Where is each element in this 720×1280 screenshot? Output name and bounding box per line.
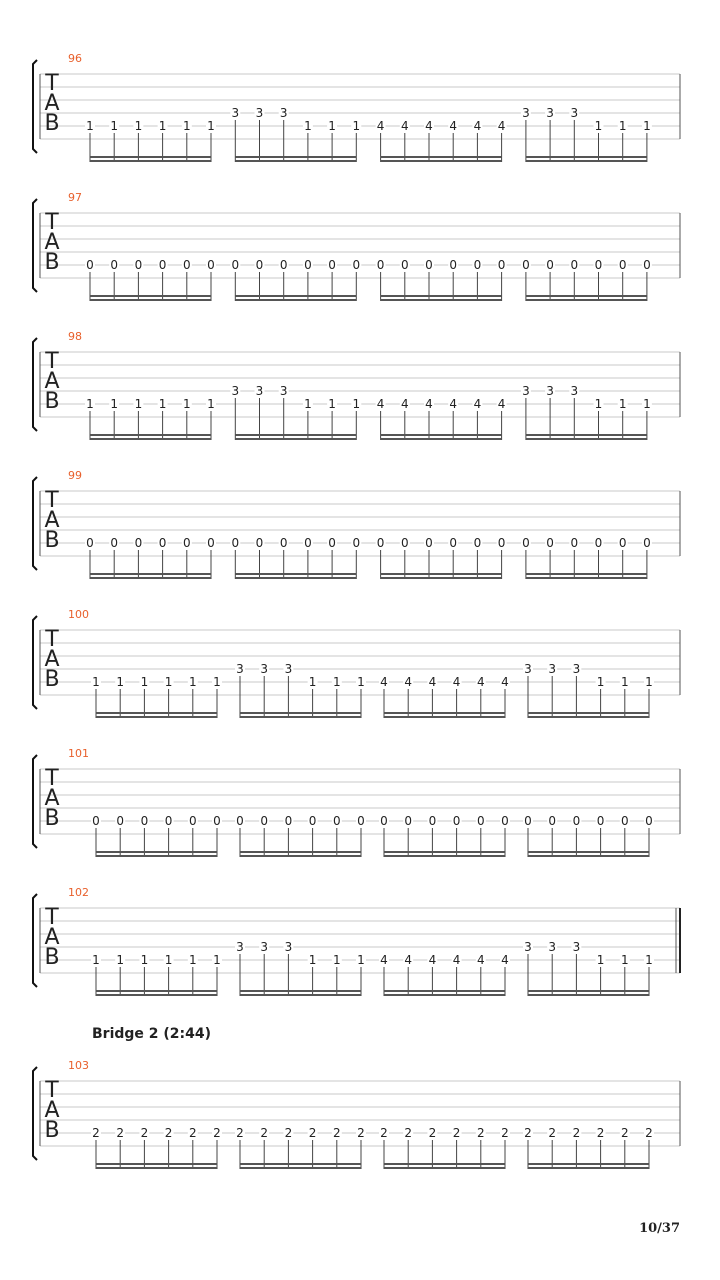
fret-number: 0	[548, 814, 557, 828]
fret-number: 0	[158, 536, 167, 550]
fret-number: 1	[158, 397, 167, 411]
fret-number: 3	[524, 662, 532, 676]
fret-number: 1	[164, 675, 173, 689]
fret-number: 0	[570, 536, 579, 550]
tab-clef-letter: B	[44, 945, 60, 970]
beam	[528, 1163, 649, 1165]
fret-number: 4	[501, 675, 509, 689]
tab-clef-letter: T	[45, 905, 59, 930]
fret-number: 0	[501, 814, 509, 828]
fret-number: 0	[524, 814, 532, 828]
fret-number: 4	[425, 119, 433, 133]
beam	[96, 851, 217, 853]
tab-clef-letter: B	[44, 389, 60, 414]
fret-number: 0	[449, 536, 458, 550]
fret-number: 4	[449, 397, 458, 411]
page-number: 10/37	[639, 1221, 680, 1236]
fret-number: 2	[572, 1126, 581, 1140]
fret-number: 0	[594, 536, 603, 550]
fret-number: 1	[308, 953, 317, 967]
fret-number: 0	[643, 536, 651, 550]
fret-number: 0	[213, 814, 221, 828]
fret-number: 4	[376, 119, 385, 133]
fret-number: 1	[92, 675, 100, 689]
fret-number: 0	[643, 258, 651, 272]
tab-clef-letter: T	[45, 627, 59, 652]
fret-number: 0	[452, 814, 461, 828]
beam	[528, 994, 649, 996]
fret-number: 0	[618, 536, 627, 550]
tab-clef-letter: B	[44, 528, 60, 553]
fret-number: 0	[279, 536, 288, 550]
tab-clef-letter: A	[44, 91, 60, 116]
fret-number: 4	[380, 953, 388, 967]
beam	[381, 160, 502, 162]
fret-number: 0	[376, 536, 385, 550]
beam	[240, 851, 361, 853]
tab-clef-letter: A	[44, 925, 60, 950]
fret-number: 2	[501, 1126, 509, 1140]
fret-number: 0	[618, 258, 627, 272]
fret-number: 1	[308, 675, 317, 689]
system-bracket	[33, 616, 37, 709]
fret-number: 3	[572, 940, 581, 954]
fret-number: 0	[304, 536, 312, 550]
fret-number: 0	[546, 258, 554, 272]
beam	[526, 573, 647, 575]
fret-number: 4	[425, 397, 433, 411]
fret-number: 2	[428, 1126, 437, 1140]
fret-number: 4	[497, 119, 506, 133]
fret-number: 2	[260, 1126, 269, 1140]
fret-number: 3	[570, 384, 579, 398]
beam	[526, 160, 647, 162]
fret-number: 3	[279, 384, 288, 398]
beam	[90, 434, 211, 436]
measure-number: 99	[68, 469, 82, 482]
fret-number: 0	[497, 258, 506, 272]
fret-number: 2	[476, 1126, 485, 1140]
fret-number: 1	[332, 675, 341, 689]
beam	[381, 434, 502, 436]
fret-number: 4	[473, 397, 482, 411]
beam	[235, 577, 356, 579]
fret-number: 2	[140, 1126, 149, 1140]
fret-number: 3	[522, 384, 530, 398]
fret-number: 4	[400, 397, 409, 411]
fret-number: 0	[116, 814, 125, 828]
measure-number: 102	[68, 886, 89, 899]
fret-number: 1	[110, 397, 119, 411]
beam	[90, 577, 211, 579]
fret-number: 0	[332, 814, 341, 828]
fret-number: 3	[284, 940, 293, 954]
beam	[528, 716, 649, 718]
beam	[235, 434, 356, 436]
fret-number: 0	[92, 814, 100, 828]
fret-number: 1	[594, 397, 603, 411]
beam	[381, 577, 502, 579]
fret-number: 1	[304, 119, 312, 133]
fret-number: 4	[473, 119, 482, 133]
fret-number: 0	[308, 814, 317, 828]
fret-number: 4	[428, 953, 437, 967]
beam	[240, 1163, 361, 1165]
fret-number: 2	[92, 1126, 100, 1140]
fret-number: 0	[546, 536, 554, 550]
fret-number: 3	[255, 106, 264, 120]
fret-number: 1	[134, 397, 143, 411]
fret-number: 3	[236, 940, 244, 954]
fret-number: 0	[572, 814, 581, 828]
fret-number: 1	[140, 953, 149, 967]
fret-number: 4	[501, 953, 509, 967]
fret-number: 1	[620, 675, 629, 689]
fret-number: 0	[158, 258, 167, 272]
fret-number: 1	[645, 675, 653, 689]
fret-number: 4	[449, 119, 458, 133]
beam	[381, 156, 502, 158]
fret-number: 0	[236, 814, 244, 828]
fret-number: 2	[284, 1126, 293, 1140]
fret-number: 1	[352, 119, 361, 133]
fret-number: 2	[357, 1126, 365, 1140]
fret-number: 0	[594, 258, 603, 272]
fret-number: 2	[645, 1126, 653, 1140]
fret-number: 4	[404, 953, 413, 967]
fret-number: 0	[110, 536, 119, 550]
fret-number: 0	[400, 258, 409, 272]
beam	[240, 855, 361, 857]
fret-number: 2	[213, 1126, 221, 1140]
fret-number: 0	[476, 814, 485, 828]
fret-number: 0	[182, 258, 191, 272]
fret-number: 4	[452, 953, 461, 967]
beam	[96, 712, 217, 714]
system-bracket	[33, 755, 37, 848]
beam	[96, 1163, 217, 1165]
fret-number: 1	[182, 397, 191, 411]
fret-number: 0	[497, 536, 506, 550]
fret-number: 2	[596, 1126, 605, 1140]
fret-number: 0	[207, 258, 215, 272]
fret-number: 0	[86, 536, 94, 550]
beam	[384, 855, 505, 857]
fret-number: 1	[140, 675, 149, 689]
fret-number: 1	[164, 953, 173, 967]
beam	[90, 299, 211, 301]
fret-number: 0	[645, 814, 653, 828]
fret-number: 2	[308, 1126, 317, 1140]
fret-number: 3	[522, 106, 530, 120]
tab-clef-letter: A	[44, 369, 60, 394]
fret-number: 0	[164, 814, 173, 828]
fret-number: 2	[332, 1126, 341, 1140]
fret-number: 2	[236, 1126, 244, 1140]
measure-number: 97	[68, 191, 82, 204]
beam	[240, 716, 361, 718]
fret-number: 0	[473, 258, 482, 272]
fret-number: 1	[182, 119, 191, 133]
fret-number: 1	[188, 675, 197, 689]
fret-number: 3	[260, 940, 269, 954]
fret-number: 0	[255, 258, 264, 272]
fret-number: 4	[400, 119, 409, 133]
fret-number: 0	[352, 536, 361, 550]
fret-number: 3	[548, 662, 557, 676]
fret-number: 1	[620, 953, 629, 967]
beam	[384, 1167, 505, 1169]
fret-number: 0	[380, 814, 388, 828]
beam	[90, 156, 211, 158]
fret-number: 0	[425, 536, 433, 550]
measure-number: 96	[68, 52, 82, 65]
fret-number: 4	[376, 397, 385, 411]
beam	[235, 438, 356, 440]
fret-number: 0	[231, 536, 240, 550]
tab-clef-letter: T	[45, 210, 59, 235]
fret-number: 0	[620, 814, 629, 828]
beam	[381, 295, 502, 297]
fret-number: 3	[548, 940, 557, 954]
fret-number: 1	[134, 119, 143, 133]
beam	[90, 295, 211, 297]
beam	[240, 994, 361, 996]
system-bracket	[33, 199, 37, 292]
beam	[526, 434, 647, 436]
system-bracket	[33, 894, 37, 987]
fret-number: 1	[86, 119, 94, 133]
measure-number: 101	[68, 747, 89, 760]
beam	[381, 438, 502, 440]
fret-number: 0	[279, 258, 288, 272]
fret-number: 1	[110, 119, 119, 133]
fret-number: 4	[380, 675, 388, 689]
fret-number: 0	[328, 536, 336, 550]
fret-number: 3	[231, 384, 240, 398]
fret-number: 3	[546, 384, 554, 398]
tab-clef-letter: T	[45, 71, 59, 96]
beam	[90, 573, 211, 575]
beam	[240, 712, 361, 714]
fret-number: 0	[428, 814, 437, 828]
fret-number: 4	[428, 675, 437, 689]
beam	[384, 851, 505, 853]
beam	[96, 994, 217, 996]
beam	[235, 299, 356, 301]
fret-number: 0	[134, 258, 143, 272]
fret-number: 0	[134, 536, 143, 550]
fret-number: 4	[476, 953, 485, 967]
fret-number: 0	[255, 536, 264, 550]
tab-clef-letter: A	[44, 230, 60, 255]
fret-number: 1	[643, 397, 651, 411]
beam	[96, 855, 217, 857]
beam	[90, 438, 211, 440]
fret-number: 2	[524, 1126, 532, 1140]
fret-number: 1	[643, 119, 651, 133]
fret-number: 1	[618, 119, 627, 133]
tab-clef-letter: A	[44, 508, 60, 533]
tab-clef-letter: A	[44, 1098, 60, 1123]
fret-number: 3	[572, 662, 581, 676]
fret-number: 0	[86, 258, 94, 272]
measure-number: 103	[68, 1059, 89, 1072]
beam	[528, 855, 649, 857]
fret-number: 4	[476, 675, 485, 689]
fret-number: 2	[452, 1126, 461, 1140]
fret-number: 0	[260, 814, 269, 828]
fret-number: 0	[522, 536, 530, 550]
beam	[384, 716, 505, 718]
fret-number: 3	[279, 106, 288, 120]
beam	[90, 160, 211, 162]
fret-number: 3	[284, 662, 293, 676]
fret-number: 0	[425, 258, 433, 272]
fret-number: 1	[86, 397, 94, 411]
fret-number: 1	[304, 397, 312, 411]
beam	[384, 1163, 505, 1165]
fret-number: 0	[357, 814, 365, 828]
fret-number: 3	[260, 662, 269, 676]
fret-number: 1	[213, 953, 221, 967]
system-bracket	[33, 477, 37, 570]
system-bracket	[33, 338, 37, 431]
fret-number: 2	[188, 1126, 197, 1140]
fret-number: 3	[255, 384, 264, 398]
fret-number: 4	[404, 675, 413, 689]
tab-clef-letter: B	[44, 111, 60, 136]
beam	[240, 1167, 361, 1169]
fret-number: 4	[497, 397, 506, 411]
beam	[526, 438, 647, 440]
fret-number: 0	[188, 814, 197, 828]
beam	[526, 577, 647, 579]
tab-clef-letter: T	[45, 349, 59, 374]
measure-number: 100	[68, 608, 89, 621]
tab-clef-letter: B	[44, 250, 60, 275]
fret-number: 1	[328, 397, 336, 411]
measure-number: 98	[68, 330, 82, 343]
fret-number: 3	[546, 106, 554, 120]
fret-number: 2	[620, 1126, 629, 1140]
fret-number: 0	[182, 536, 191, 550]
fret-number: 1	[352, 397, 361, 411]
system-bracket	[33, 60, 37, 153]
fret-number: 1	[357, 953, 365, 967]
beam	[235, 160, 356, 162]
fret-number: 1	[213, 675, 221, 689]
fret-number: 0	[328, 258, 336, 272]
fret-number: 3	[236, 662, 244, 676]
beam	[235, 156, 356, 158]
fret-number: 1	[207, 397, 215, 411]
fret-number: 0	[400, 536, 409, 550]
fret-number: 0	[473, 536, 482, 550]
fret-number: 1	[158, 119, 167, 133]
fret-number: 2	[380, 1126, 388, 1140]
system-bracket	[33, 1067, 37, 1160]
beam	[384, 990, 505, 992]
fret-number: 1	[596, 675, 605, 689]
fret-number: 0	[449, 258, 458, 272]
beam	[526, 156, 647, 158]
beam	[384, 994, 505, 996]
beam	[526, 295, 647, 297]
beam	[96, 716, 217, 718]
tab-clef-letter: T	[45, 766, 59, 791]
fret-number: 2	[404, 1126, 413, 1140]
fret-number: 1	[188, 953, 197, 967]
fret-number: 1	[92, 953, 100, 967]
fret-number: 1	[207, 119, 215, 133]
tab-clef-letter: B	[44, 806, 60, 831]
fret-number: 0	[404, 814, 413, 828]
fret-number: 0	[570, 258, 579, 272]
tab-clef-letter: A	[44, 786, 60, 811]
beam	[96, 990, 217, 992]
fret-number: 0	[231, 258, 240, 272]
beam	[384, 712, 505, 714]
beam	[235, 295, 356, 297]
fret-number: 0	[207, 536, 215, 550]
beam	[381, 299, 502, 301]
beam	[240, 990, 361, 992]
beam	[96, 1167, 217, 1169]
fret-number: 0	[522, 258, 530, 272]
fret-number: 3	[570, 106, 579, 120]
beam	[235, 573, 356, 575]
fret-number: 1	[332, 953, 341, 967]
beam	[528, 851, 649, 853]
fret-number: 1	[594, 119, 603, 133]
fret-number: 2	[116, 1126, 125, 1140]
tab-clef-letter: A	[44, 647, 60, 672]
fret-number: 4	[452, 675, 461, 689]
beam	[381, 573, 502, 575]
fret-number: 0	[596, 814, 605, 828]
fret-number: 0	[284, 814, 293, 828]
tab-clef-letter: B	[44, 1118, 60, 1143]
fret-number: 1	[618, 397, 627, 411]
fret-number: 2	[164, 1126, 173, 1140]
fret-number: 3	[524, 940, 532, 954]
fret-number: 3	[231, 106, 240, 120]
fret-number: 0	[140, 814, 149, 828]
fret-number: 1	[596, 953, 605, 967]
fret-number: 0	[110, 258, 119, 272]
fret-number: 1	[116, 675, 125, 689]
fret-number: 1	[645, 953, 653, 967]
fret-number: 1	[357, 675, 365, 689]
beam	[528, 1167, 649, 1169]
fret-number: 0	[352, 258, 361, 272]
fret-number: 2	[548, 1126, 557, 1140]
tab-clef-letter: B	[44, 667, 60, 692]
beam	[528, 990, 649, 992]
tab-clef-letter: T	[45, 488, 59, 513]
beam	[526, 299, 647, 301]
section-marker: Bridge 2 (2:44)	[92, 1026, 212, 1042]
beam	[528, 712, 649, 714]
fret-number: 1	[116, 953, 125, 967]
fret-number: 0	[376, 258, 385, 272]
fret-number: 1	[328, 119, 336, 133]
fret-number: 0	[304, 258, 312, 272]
tab-clef-letter: T	[45, 1078, 59, 1103]
